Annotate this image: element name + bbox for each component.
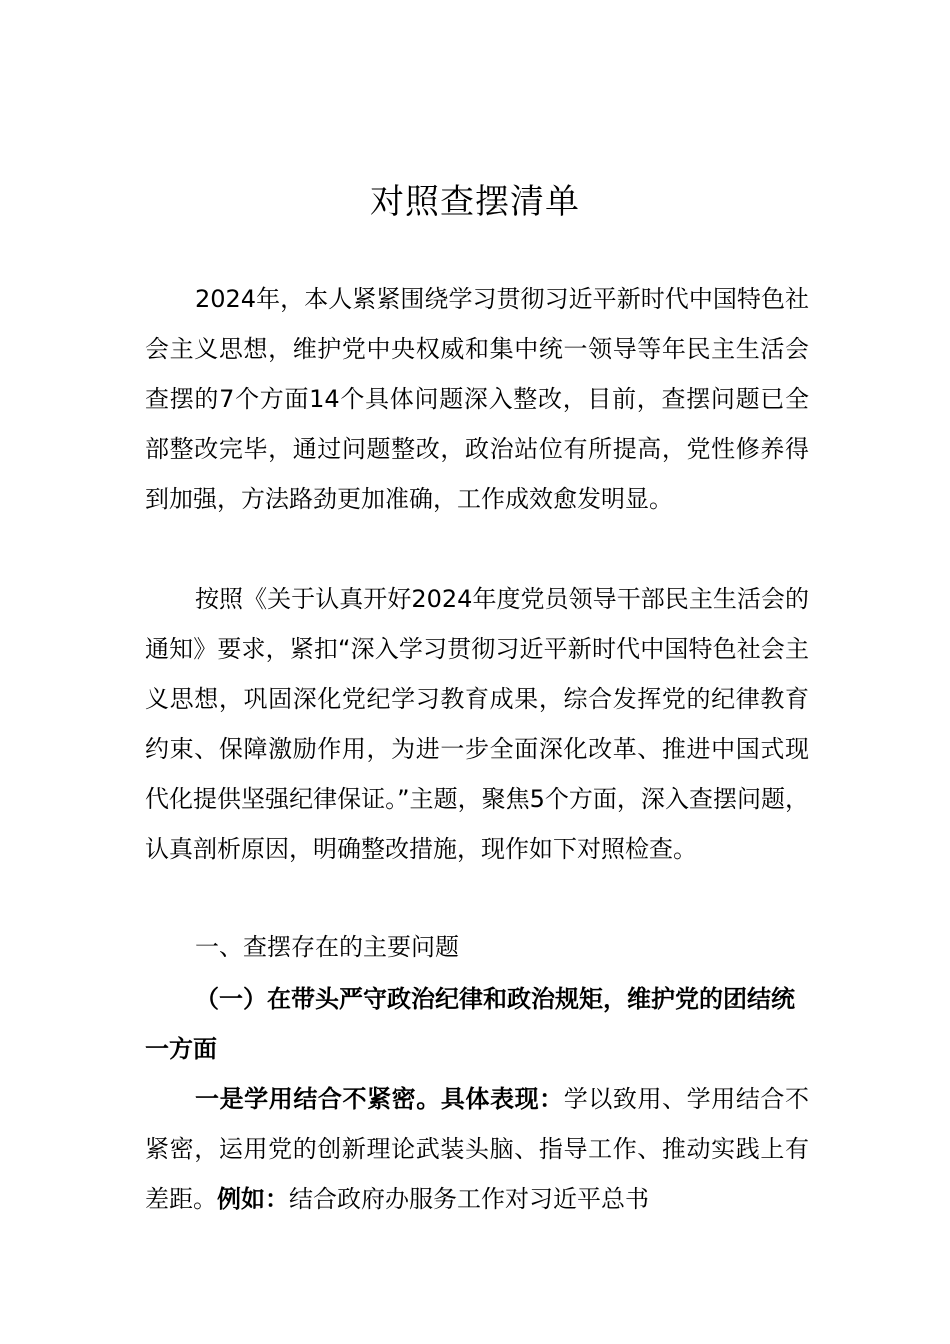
example-label: 例如： [217,1185,289,1213]
problem-1-lead: 一是学用结合不紧密。具体表现： [195,1085,564,1113]
paragraph-summary: 2024年，本人紧紧围绕学习贯彻习近平新时代中国特色社会主义思想，维护党中央权威和集中统一领导等年民主生活会查摆的7个方面14个具体问题深入整改，目前，查摆问题已全部整改完毕，通过问题整改，政治站位有所提高，党性修养得到加强，方法路劲更加准确，工作成效愈发明显。 [145,285,809,513]
problem-1-example: 结合政府办服务工作对习近平总书 [289,1185,649,1213]
paragraph-problem-1 [145,1074,809,1224]
problem-1-description: 学以致用、学用结合不紧密，运用党的创新理论武装头脑、指导工作、推动实践上有差距。 [145,1085,809,1213]
document-title: 对照查摆清单 [370,182,580,222]
subsection-heading: （一）在带头严守政治纪律和政治规矩，维护党的团结统一方面 [145,985,795,1063]
section-heading: 一、查摆存在的主要问题 [195,933,459,961]
paragraph-instructions: 按照《关于认真开好2024年度党员领导干部民主生活会的通知》要求，紧扣“深入学习贯彻习近平新时代中国特色社会主义思想，巩固深化党纪学习教育成果，综合发挥党的纪律教育约束、保障激励作用，为进一步全面深化改革、推进中国式现代化提供坚强纪律保证。”主题，聚焦5个方面，深入查摆问题，认真剖析原因，明确整改措施，现作如下对照检查。 [145,585,809,863]
